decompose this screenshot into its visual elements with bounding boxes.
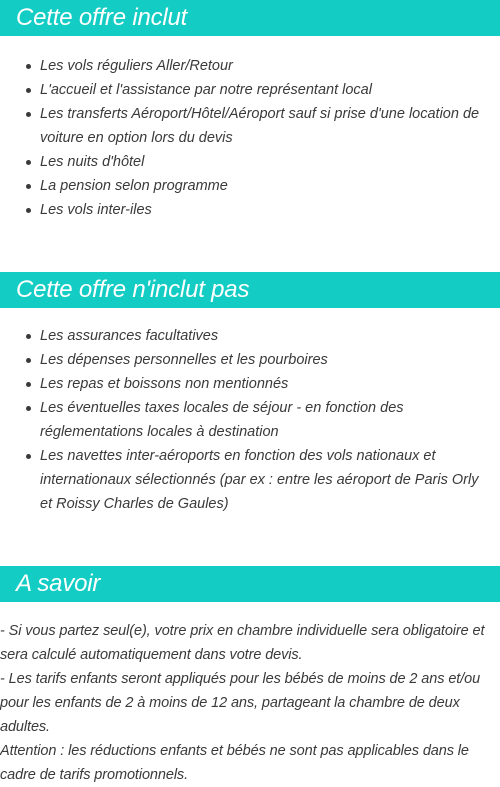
list-item: Les assurances facultatives (40, 324, 500, 348)
list-item: Les vols inter-iles (40, 198, 500, 222)
list-item: Les vols réguliers Aller/Retour (40, 54, 500, 78)
excludes-list (0, 324, 500, 516)
list-item: Les repas et boissons non mentionnés (40, 372, 500, 396)
list-item: Les transferts Aéroport/Hôtel/Aéroport sauf si prise d'une location de voiture en option lors du devis (40, 102, 500, 150)
savoir-header: A savoir (0, 566, 500, 602)
savoir-line: Attention : les réductions enfants et bébés ne sont pas applicables dans le cadre de tarifs promotionnels. (0, 743, 469, 783)
savoir-text (0, 619, 500, 787)
excludes-header: Cette offre n'inclut pas (0, 272, 500, 308)
savoir-line: - Les tarifs enfants seront appliqués pour les bébés de moins de 2 ans et/ou pour les enfants de 2 à moins de 12 ans, partageant la chambre de deux adultes. (0, 671, 481, 735)
list-item: Les nuits d'hôtel (40, 150, 500, 174)
list-item: Les navettes inter-aéroports en fonction des vols nationaux et internationaux sélectionnés (par ex : entre les aéroport de Paris Orly et Roissy Charles de Gaules) (40, 444, 500, 516)
list-item: L'accueil et l'assistance par notre représentant local (40, 78, 500, 102)
savoir-line: - Si vous partez seul(e), votre prix en chambre individuelle sera obligatoire et sera calculé automatiquement dans votre devis. (0, 623, 485, 663)
includes-list (0, 54, 500, 222)
list-item: Les dépenses personnelles et les pourboires (40, 348, 500, 372)
list-item: La pension selon programme (40, 174, 500, 198)
list-item: Les éventuelles taxes locales de séjour - en fonction des réglementations locales à destination (40, 396, 500, 444)
includes-header: Cette offre inclut (0, 0, 500, 36)
